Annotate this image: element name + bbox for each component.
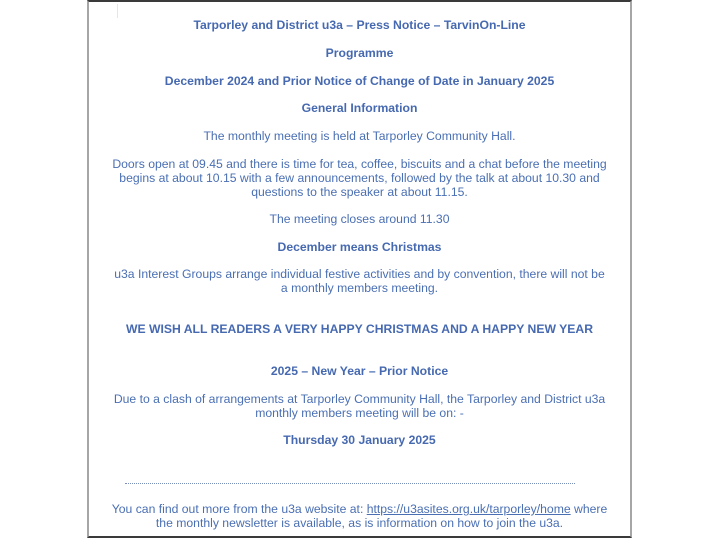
greeting-text: WE WISH ALL READERS A VERY HAPPY CHRISTMAS AND A HAPPY NEW YEAR	[125, 322, 593, 336]
schedule-line-2: begins at about 10.15 with a few announcements, followed by the talk at about 10.30 and	[119, 171, 600, 185]
new-year-heading: 2025 – New Year – Prior Notice	[270, 364, 449, 378]
december-line-2: a monthly members meeting.	[280, 281, 439, 295]
closing-text: The meeting closes around 11.30	[269, 212, 450, 226]
december-line-1: u3a Interest Groups arrange individual festive activities and by convention, there will not be	[114, 267, 605, 281]
footer-text-before: You can find out more from the u3a website at:	[111, 502, 367, 516]
text-cursor	[117, 4, 118, 18]
new-year-line-1: Due to a clash of arrangements at Tarporley Community Hall, the Tarporley and District u3a	[113, 392, 606, 406]
new-meeting-date: Thursday 30 January 2025	[283, 433, 436, 447]
document-page	[87, 0, 632, 538]
footer-line-1	[89, 502, 630, 516]
venue-text: The monthly meeting is held at Tarporley Community Hall.	[203, 129, 516, 143]
december-heading: December means Christmas	[277, 240, 442, 254]
document-title: Tarporley and District u3a – Press Notice – TarvinOn-Line	[193, 18, 526, 32]
new-year-line-2: monthly members meeting will be on: -	[255, 406, 464, 420]
footer-line-2: the monthly newsletter is available, as is information on how to join the u3a.	[155, 516, 564, 530]
schedule-line-3: questions to the speaker at about 11.15.	[251, 185, 468, 199]
footer-text-after: where	[570, 502, 608, 516]
schedule-line-1: Doors open at 09.45 and there is time for tea, coffee, biscuits and a chat before the meeting	[112, 157, 607, 171]
website-link[interactable]: https://u3asites.org.uk/tarporley/home	[366, 502, 571, 516]
dotted-separator	[125, 483, 575, 484]
general-info-heading: General Information	[301, 101, 418, 115]
document-subtitle: Programme	[325, 46, 394, 60]
dates-heading: December 2024 and Prior Notice of Change of Date in January 2025	[164, 74, 555, 88]
